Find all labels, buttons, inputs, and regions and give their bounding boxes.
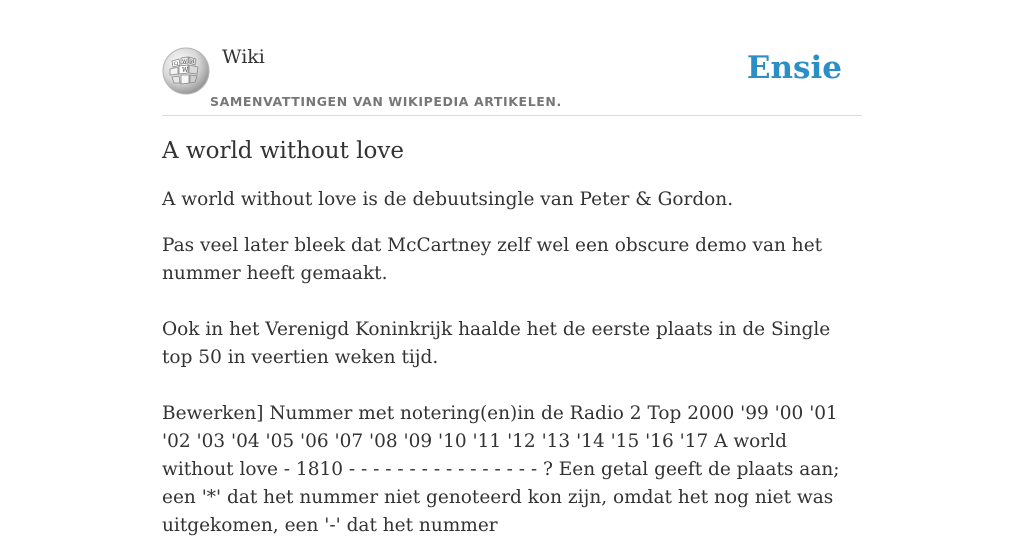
article-paragraph: Bewerken] Nummer met notering(en)in de Radio 2 Top 2000 '99 '00 '01 '02 '03 '04 '05 '06 '07 '08 '09 '10 '11 '12 '13 '14 '15 '16 '17 A world without love - 1810 - - - - - - - - - - - - - - - - ? Een getal geeft de plaats aan; een '*' dat het nummer niet genoteerd kon zijn, omdat het nog niet was uitgekomen, een '-' dat het nummer [162,403,840,536]
site-header [162,44,862,116]
article-paragraph: Pas veel later bleek dat McCartney zelf wel een obscure demo van het nummer heeft gemaakt. [162,235,823,284]
wikipedia-globe-icon[interactable] [162,47,210,95]
svg-text:W: W [182,59,188,65]
svg-text:W: W [182,67,189,74]
ensie-logo-link[interactable]: Ensie [746,50,842,86]
article-paragraph: Ook in het Verenigd Koninkrijk haalde het de eerste plaats in de Single top 50 in veertien weken tijd. [162,319,831,368]
wiki-title[interactable]: Wiki [222,46,265,68]
svg-text:И: И [190,59,195,65]
site-subtitle: SAMENVATTINGEN VAN WIKIPEDIA ARTIKELEN. [210,94,562,109]
svg-text:Ω: Ω [174,61,179,67]
article-title: A world without love [162,138,404,164]
article-intro: A world without love is de debuutsingle van Peter & Gordon. [162,189,734,210]
article-content [162,138,862,540]
